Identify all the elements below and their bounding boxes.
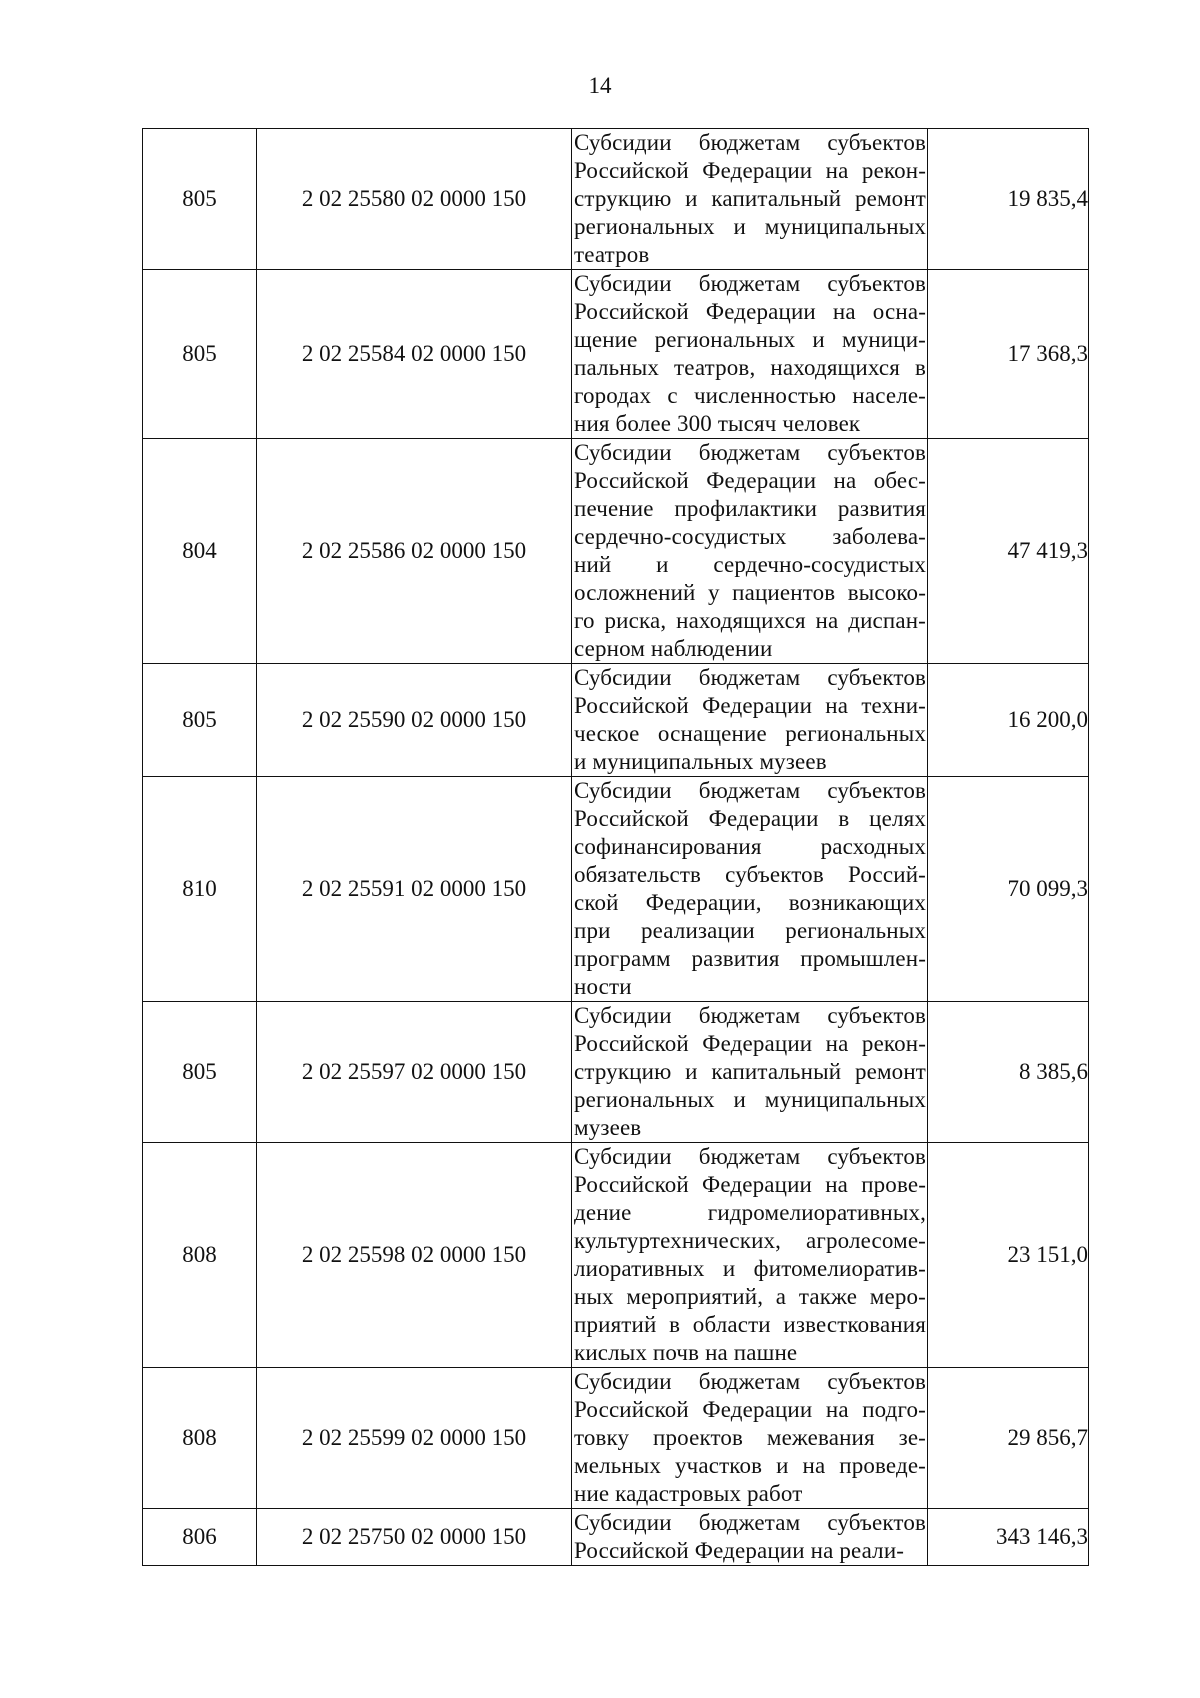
table-row <box>143 270 1089 439</box>
revenue-name-line: ности <box>574 974 632 999</box>
amount-cell: 17 368,3 <box>928 270 1089 439</box>
revenue-name-line: дение гидромелиоративных, <box>574 1200 926 1225</box>
revenue-name-line: мельных участков и на проведе- <box>574 1453 926 1478</box>
admin-code-cell: 810 <box>143 777 257 1002</box>
revenue-name-line: Российской Федерации на прове- <box>574 1172 926 1197</box>
admin-code-cell: 805 <box>143 664 257 777</box>
revenue-name-line: осложнений у пациентов высоко- <box>574 580 926 605</box>
revenue-name-line: ний и сердечно-сосудистых <box>574 552 926 577</box>
revenue-name-line: Субсидии бюджетам субъектов <box>574 1003 926 1028</box>
revenue-name-line: Субсидии бюджетам субъектов <box>574 1369 926 1394</box>
revenue-name-cell <box>572 439 928 664</box>
revenue-name-line: Субсидии бюджетам субъектов <box>574 1510 926 1535</box>
revenue-name-line: Российской Федерации в целях <box>574 806 926 831</box>
revenue-name-line: при реализации региональных <box>574 918 926 943</box>
revenue-name-line: Субсидии бюджетам субъектов <box>574 778 926 803</box>
revenue-name-line: струкцию и капитальный ремонт <box>574 186 926 211</box>
revenue-name-line: Субсидии бюджетам субъектов <box>574 271 926 296</box>
table-row <box>143 1368 1089 1509</box>
page-number: 14 <box>588 73 612 98</box>
revenue-name-line: обязательств субъектов Россий- <box>574 862 926 887</box>
revenue-name-cell <box>572 777 928 1002</box>
revenue-name-line: приятий в области известкования <box>574 1312 926 1337</box>
revenue-name-line: региональных и муниципальных <box>574 214 926 239</box>
revenue-name-line: Субсидии бюджетам субъектов <box>574 440 926 465</box>
revenue-name-line: региональных и муниципальных <box>574 1087 926 1112</box>
revenue-name-line: Российской Федерации на подго- <box>574 1397 926 1422</box>
admin-code-cell: 805 <box>143 129 257 270</box>
revenue-name-line: театров <box>574 242 650 267</box>
revenue-name-line: товку проектов межевания зе- <box>574 1425 926 1450</box>
table-row <box>143 664 1089 777</box>
revenue-name-line: сердечно-сосудистых заболева- <box>574 524 926 549</box>
revenue-name-line: пальных театров, находящихся в <box>574 355 926 380</box>
admin-code-cell: 808 <box>143 1143 257 1368</box>
revenue-name-line: лиоративных и фитомелиоратив- <box>574 1256 926 1281</box>
revenue-name-line: Субсидии бюджетам субъектов <box>574 130 926 155</box>
revenue-name-line: серном наблюдении <box>574 636 773 661</box>
amount-cell: 29 856,7 <box>928 1368 1089 1509</box>
revenue-name-cell <box>572 1509 928 1566</box>
revenue-name-line: щение региональных и муници- <box>574 327 926 352</box>
revenue-name-line: струкцию и капитальный ремонт <box>574 1059 926 1084</box>
amount-cell: 70 099,3 <box>928 777 1089 1002</box>
revenue-name-line: ных мероприятий, а также меро- <box>574 1284 926 1309</box>
revenue-name-line: Российской Федерации на реали- <box>574 1538 905 1563</box>
revenue-name-line: Субсидии бюджетам субъектов <box>574 665 926 690</box>
amount-cell: 8 385,6 <box>928 1002 1089 1143</box>
revenue-name-line: ской Федерации, возникающих <box>574 890 926 915</box>
table-row <box>143 439 1089 664</box>
amount-cell: 47 419,3 <box>928 439 1089 664</box>
amount-cell: 16 200,0 <box>928 664 1089 777</box>
table-row <box>143 1143 1089 1368</box>
revenue-name-line: ние кадастровых работ <box>574 1481 803 1506</box>
budget-classification-code-cell: 2 02 25598 02 0000 150 <box>257 1143 572 1368</box>
revenue-name-cell <box>572 664 928 777</box>
admin-code-cell: 806 <box>143 1509 257 1566</box>
revenue-name-line: музеев <box>574 1115 642 1140</box>
amount-cell: 19 835,4 <box>928 129 1089 270</box>
revenue-name-cell <box>572 129 928 270</box>
revenue-name-line: кислых почв на пашне <box>574 1340 798 1365</box>
amount-cell: 343 146,3 <box>928 1509 1089 1566</box>
table-row <box>143 777 1089 1002</box>
admin-code-cell: 805 <box>143 1002 257 1143</box>
budget-classification-code-cell: 2 02 25750 02 0000 150 <box>257 1509 572 1566</box>
budget-classification-code-cell: 2 02 25597 02 0000 150 <box>257 1002 572 1143</box>
budget-classification-code-cell: 2 02 25590 02 0000 150 <box>257 664 572 777</box>
admin-code-cell: 804 <box>143 439 257 664</box>
revenue-name-cell <box>572 1143 928 1368</box>
revenue-name-line: Субсидии бюджетам субъектов <box>574 1144 926 1169</box>
revenue-name-line: Российской Федерации на техни- <box>574 693 926 718</box>
revenue-name-line: и муниципальных музеев <box>574 749 827 774</box>
admin-code-cell: 805 <box>143 270 257 439</box>
revenue-name-line: ния более 300 тысяч человек <box>574 411 861 436</box>
revenue-name-line: го риска, находящихся на диспан- <box>574 608 926 633</box>
revenue-name-line: городах с численностью населе- <box>574 383 926 408</box>
admin-code-cell: 808 <box>143 1368 257 1509</box>
budget-table-body <box>143 129 1089 1566</box>
revenue-name-line: Российской Федерации на осна- <box>574 299 926 324</box>
table-row <box>143 1509 1089 1566</box>
budget-table <box>142 128 1089 1566</box>
revenue-name-line: Российской Федерации на рекон- <box>574 158 926 183</box>
revenue-name-cell <box>572 1368 928 1509</box>
revenue-name-line: Российской Федерации на обес- <box>574 468 926 493</box>
revenue-name-cell <box>572 1002 928 1143</box>
revenue-name-line: ческое оснащение региональных <box>574 721 926 746</box>
revenue-name-line: софинансирования расходных <box>574 834 926 859</box>
revenue-name-line: программ развития промышлен- <box>574 946 926 971</box>
revenue-name-line: печение профилактики развития <box>574 496 926 521</box>
budget-classification-code-cell: 2 02 25580 02 0000 150 <box>257 129 572 270</box>
revenue-name-cell <box>572 270 928 439</box>
budget-classification-code-cell: 2 02 25586 02 0000 150 <box>257 439 572 664</box>
revenue-name-line: Российской Федерации на рекон- <box>574 1031 926 1056</box>
table-row <box>143 129 1089 270</box>
budget-classification-code-cell: 2 02 25591 02 0000 150 <box>257 777 572 1002</box>
budget-classification-code-cell: 2 02 25599 02 0000 150 <box>257 1368 572 1509</box>
revenue-name-line: культуртехнических, агролесоме- <box>574 1228 926 1253</box>
budget-classification-code-cell: 2 02 25584 02 0000 150 <box>257 270 572 439</box>
table-row <box>143 1002 1089 1143</box>
amount-cell: 23 151,0 <box>928 1143 1089 1368</box>
